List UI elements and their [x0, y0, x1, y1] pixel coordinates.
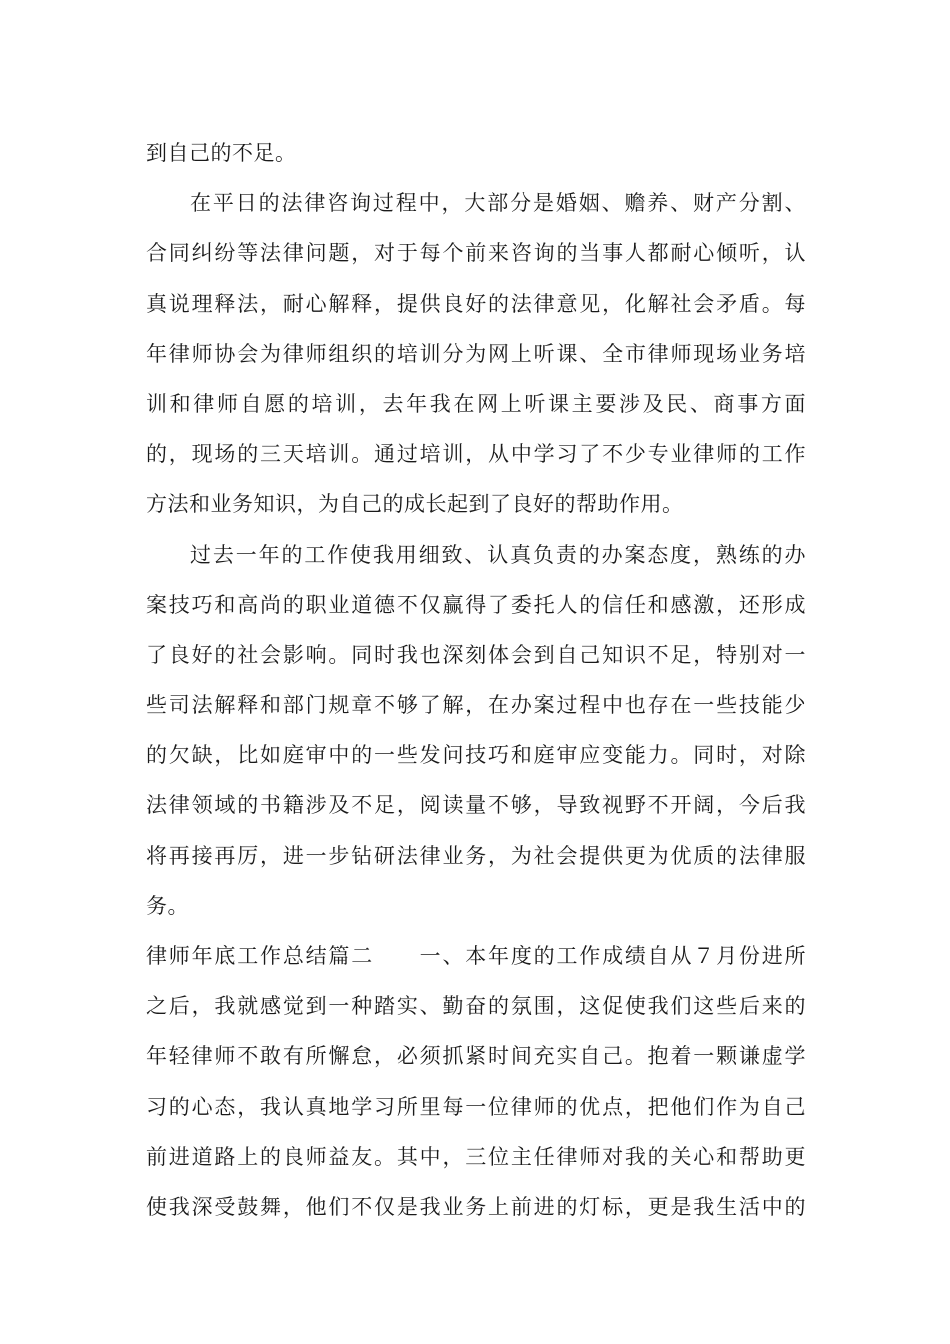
text-line: 前进道路上的良师益友。其中，三位主任律师对我的关心和帮助更 — [146, 1144, 806, 1169]
text-line: 案技巧和高尚的职业道德不仅赢得了委托人的信任和感激，还形成 — [146, 592, 806, 617]
text-line: 在平日的法律咨询过程中，大部分是婚姻、赡养、财产分割、 — [190, 191, 806, 216]
text-line: 法律领域的书籍涉及不足，阅读量不够，导致视野不开阔，今后我 — [146, 793, 806, 818]
text-line: 年轻律师不敢有所懈怠，必须抓紧时间充实自己。抱着一颗谦虚学 — [146, 1044, 806, 1069]
text-line: 的欠缺，比如庭审中的一些发问技巧和庭审应变能力。同时，对除 — [146, 743, 806, 768]
text-line: 合同纠纷等法律问题，对于每个前来咨询的当事人都耐心倾听，认 — [146, 241, 806, 266]
text-line: 了良好的社会影响。同时我也深刻体会到自己知识不足，特别对一 — [146, 642, 806, 667]
text-line: 到自己的不足。 — [146, 141, 297, 165]
text-line: 训和律师自愿的培训，去年我在网上听课主要涉及民、商事方面 — [146, 391, 806, 416]
text-line: 务。 — [146, 893, 189, 918]
text-line: 之后，我就感觉到一种踏实、勤奋的氛围，这促使我们这些后来的 — [146, 994, 806, 1019]
text-line: 习的心态，我认真地学习所里每一位律师的优点，把他们作为自己 — [146, 1094, 806, 1119]
text-line: 使我深受鼓舞，他们不仅是我业务上前进的灯标，更是我生活中的 — [146, 1194, 806, 1219]
section-heading-line: 律师年底工作总结篇二 一、本年度的工作成绩自从７月份进所 — [146, 944, 806, 968]
text-line: 过去一年的工作使我用细致、认真负责的办案态度，熟练的办 — [190, 542, 806, 567]
text-line: 些司法解释和部门规章不够了解，在办案过程中也存在一些技能少 — [146, 693, 806, 718]
text-line: 真说理释法，耐心解释，提供良好的法律意见，化解社会矛盾。每 — [146, 291, 806, 316]
text-line: 将再接再厉，进一步钻研法律业务，为社会提供更为优质的法律服 — [146, 843, 806, 868]
text-line: 的，现场的三天培训。通过培训，从中学习了不少专业律师的工作 — [146, 442, 806, 467]
document-body — [146, 128, 806, 1232]
text-line: 方法和业务知识，为自己的成长起到了良好的帮助作用。 — [146, 492, 684, 517]
text-line: 年律师协会为律师组织的培训分为网上听课、全市律师现场业务培 — [146, 341, 806, 366]
